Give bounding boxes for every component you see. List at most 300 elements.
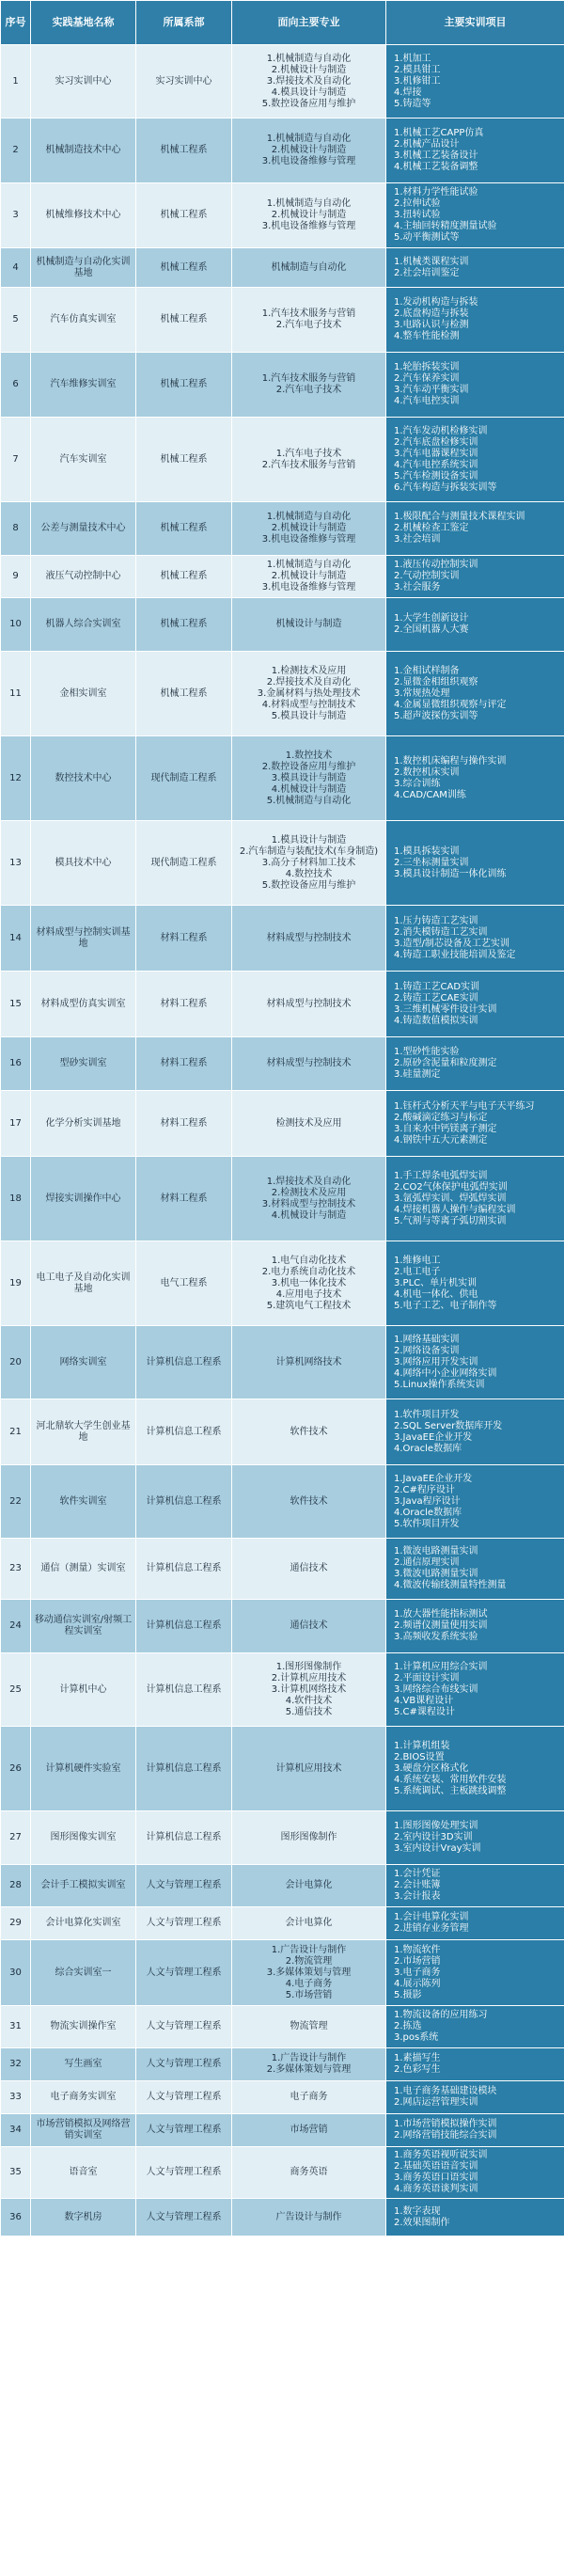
cell-majors — [232, 2199, 386, 2236]
cell-department: 机械工程系 — [136, 598, 232, 652]
cell-majors — [232, 1399, 386, 1465]
major-line: 机械制造与自动化 — [271, 261, 347, 273]
table-row — [1, 821, 564, 906]
cell-base-name: 机器人综合实训室 — [31, 598, 136, 652]
cell-training-items — [386, 652, 564, 736]
major-line: 1.汽车技术服务与营销 — [261, 373, 356, 384]
table-row — [1, 1727, 564, 1811]
table-row — [1, 183, 564, 248]
cell-department: 计算机信息工程系 — [136, 1600, 232, 1653]
major-line: 机械设计与制造 — [275, 619, 342, 629]
cell-no: 33 — [1, 2081, 31, 2114]
major-line: 计算机网络技术 — [275, 1356, 342, 1367]
cell-no: 5 — [1, 288, 31, 353]
table-row — [1, 119, 564, 183]
cell-training-items — [386, 736, 564, 821]
cell-department: 人文与管理工程系 — [136, 1940, 232, 2006]
training-item-line: 1.发动机构造与拆装 — [394, 297, 478, 308]
cell-training-items — [386, 1399, 564, 1465]
cell-base-name: 材料成型仿真实训室 — [31, 972, 136, 1037]
major-line: 1.机械制造与自动化 — [266, 134, 352, 144]
cell-no: 24 — [1, 1600, 31, 1653]
cell-base-name: 材料成型与控制实训基地 — [31, 906, 136, 972]
cell-majors — [232, 2114, 386, 2147]
cell-base-name: 焊接实训操作中心 — [31, 1157, 136, 1241]
cell-training-items — [386, 288, 564, 353]
cell-no: 29 — [1, 1907, 31, 1940]
table-row — [1, 2048, 564, 2081]
cell-majors — [232, 2081, 386, 2114]
major-line: 5.模具设计与制造 — [271, 710, 347, 721]
training-item-line: 3.会计报表 — [394, 1891, 441, 1902]
major-line: 2.计算机应用技术 — [271, 1672, 347, 1683]
cell-training-items — [386, 45, 564, 119]
training-item-line: 3.室内设计Vray实训 — [394, 1843, 481, 1854]
major-line: 3.高分子材料加工技术 — [261, 857, 356, 868]
training-item-line: 2.显微金相组织观察 — [394, 676, 478, 687]
major-line: 1.检测技术及应用 — [271, 665, 347, 676]
table-row — [1, 248, 564, 288]
training-item-line: 2.市场营销 — [394, 1955, 441, 1967]
cell-no: 10 — [1, 598, 31, 652]
training-item-line: 3.硅量测定 — [394, 1069, 441, 1080]
major-line: 2.汽车技术服务与营销 — [261, 459, 356, 470]
training-item-line: 2.平面设计实训 — [394, 1672, 460, 1683]
cell-training-items — [386, 2147, 564, 2199]
training-item-line: 2.全国机器人大赛 — [394, 624, 469, 635]
training-item-line: 3.机械工艺装备设计 — [394, 150, 478, 161]
cell-department: 计算机信息工程系 — [136, 1653, 232, 1727]
training-item-line: 1.图形图像处理实训 — [394, 1821, 478, 1831]
training-item-line: 5.电子工艺、电子制作等 — [394, 1300, 497, 1311]
major-line: 2.机械设计与制造 — [271, 523, 347, 533]
cell-training-items — [386, 2199, 564, 2236]
training-item-line: 2.机械检查工鉴定 — [394, 523, 469, 533]
major-line: 材料成型与控制技术 — [266, 1058, 352, 1068]
cell-majors — [232, 183, 386, 248]
cell-base-name: 汽车维修实训室 — [31, 353, 136, 418]
header-training-items: 主要实训项目 — [386, 1, 564, 45]
cell-department: 材料工程系 — [136, 972, 232, 1037]
training-item-line: 4.铸造数值模拟实训 — [394, 1015, 478, 1026]
training-item-line: 5.摄影 — [394, 1989, 422, 2000]
cell-training-items — [386, 1037, 564, 1091]
training-item-line: 4.机电一体化、供电 — [394, 1288, 478, 1300]
major-line: 1.电气自动化技术 — [271, 1255, 347, 1266]
table-row — [1, 1037, 564, 1091]
training-item-line: 1.素描写生 — [394, 2053, 441, 2063]
training-item-line: 3.综合训练 — [394, 778, 441, 789]
cell-base-name: 电子商务实训室 — [31, 2081, 136, 2114]
cell-base-name: 电工电子及自动化实训基地 — [31, 1241, 136, 1326]
training-item-line: 4.主轴回转精度测量试验 — [394, 221, 497, 231]
training-item-line: 2.汽车保养实训 — [394, 373, 460, 384]
training-item-line: 4.Oracle数据库 — [394, 1507, 462, 1518]
training-item-line: 5.汽车检测设备实训 — [394, 470, 478, 482]
table-row — [1, 1241, 564, 1326]
cell-department: 机械工程系 — [136, 353, 232, 418]
training-item-line: 2.底盘构造与拆装 — [394, 308, 469, 319]
training-item-line: 3.电子商务 — [394, 1967, 441, 1978]
training-item-line: 3.网络应用开发实训 — [394, 1356, 478, 1367]
cell-training-items — [386, 1539, 564, 1600]
cell-base-name: 机械制造技术中心 — [31, 119, 136, 183]
cell-department: 材料工程系 — [136, 1157, 232, 1241]
cell-department: 人文与管理工程系 — [136, 2006, 232, 2048]
cell-no: 23 — [1, 1539, 31, 1600]
training-item-line: 3.模具设计制造一体化训练 — [394, 868, 507, 879]
training-item-line: 2.SQL Server数据库开发 — [394, 1420, 503, 1431]
cell-no: 1 — [1, 45, 31, 119]
cell-department: 人文与管理工程系 — [136, 2081, 232, 2114]
training-item-line: 1.电子商务基础建设模块 — [394, 2086, 497, 2096]
header-department: 所属系部 — [136, 1, 232, 45]
cell-training-items — [386, 2006, 564, 2048]
cell-majors — [232, 1157, 386, 1241]
major-line: 3.多媒体策划与管理 — [266, 1967, 352, 1978]
cell-base-name: 数字机房 — [31, 2199, 136, 2236]
training-item-line: 2.消失模铸造工艺实训 — [394, 926, 488, 938]
training-item-line: 2.效果图制作 — [394, 2217, 450, 2228]
cell-base-name: 液压气动控制中心 — [31, 556, 136, 598]
cell-majors — [232, 1653, 386, 1727]
cell-training-items — [386, 1727, 564, 1811]
training-item-line: 3.三维机械零件设计实训 — [394, 1004, 497, 1015]
cell-majors — [232, 2048, 386, 2081]
cell-majors — [232, 2147, 386, 2199]
training-item-line: 3.pos系统 — [394, 2032, 439, 2043]
cell-department: 实习实训中心 — [136, 45, 232, 119]
training-item-line: 5.Linux操作系统实训 — [394, 1379, 485, 1390]
training-item-line: 1.汽车发动机检修实训 — [394, 425, 488, 436]
cell-majors — [232, 906, 386, 972]
training-item-line: 1.型砂性能实验 — [394, 1047, 460, 1057]
training-item-line: 2.铸造工艺CAE实训 — [394, 992, 478, 1004]
training-item-line: 3.PLC、单片机实训 — [394, 1277, 478, 1288]
major-line: 2.多媒体策划与管理 — [266, 2064, 352, 2075]
table-row — [1, 1091, 564, 1157]
training-item-line: 2.网络设备实训 — [394, 1345, 460, 1356]
cell-base-name: 数控技术中心 — [31, 736, 136, 821]
training-item-line: 2.电工电子 — [394, 1266, 441, 1277]
training-item-line: 1.物流软件 — [394, 1944, 441, 1955]
table-row — [1, 1907, 564, 1940]
cell-department: 计算机信息工程系 — [136, 1811, 232, 1865]
cell-department: 计算机信息工程系 — [136, 1326, 232, 1399]
cell-majors — [232, 1465, 386, 1539]
cell-department: 现代制造工程系 — [136, 821, 232, 906]
training-item-line: 5.软件项目开发 — [394, 1518, 460, 1529]
major-line: 1.汽车技术服务与营销 — [261, 308, 356, 319]
major-line: 4.材料成型与控制技术 — [261, 699, 356, 710]
training-item-line: 5.超声波探伤实训等 — [394, 710, 478, 721]
table-row — [1, 418, 564, 502]
training-item-line: 2.基础英语语音实训 — [394, 2161, 478, 2172]
table-row — [1, 288, 564, 353]
training-item-line: 1.微波电路测量实训 — [394, 1546, 478, 1557]
cell-training-items — [386, 1157, 564, 1241]
training-item-line: 3.商务英语口语实训 — [394, 2173, 478, 2183]
training-item-line: 2.酸碱滴定练习与标定 — [394, 1112, 488, 1123]
major-line: 2.机械设计与制造 — [271, 145, 347, 155]
table-row — [1, 1399, 564, 1465]
cell-majors — [232, 45, 386, 119]
cell-no: 34 — [1, 2114, 31, 2147]
cell-base-name: 市场营销模拟及网络营销实训室 — [31, 2114, 136, 2147]
cell-training-items — [386, 1865, 564, 1907]
cell-majors — [232, 1865, 386, 1907]
training-item-line: 4.汽车电控系统实训 — [394, 459, 478, 470]
cell-base-name: 型砂实训室 — [31, 1037, 136, 1091]
major-line: 4.机械设计与制造 — [271, 783, 347, 795]
cell-majors — [232, 972, 386, 1037]
table-row — [1, 736, 564, 821]
header-base-name: 实践基地名称 — [31, 1, 136, 45]
cell-training-items — [386, 556, 564, 598]
cell-base-name: 网络实训室 — [31, 1326, 136, 1399]
major-line: 4.机械设计与制造 — [271, 1209, 347, 1221]
training-item-line: 2.频谱仪测量使用实训 — [394, 1620, 488, 1631]
cell-majors — [232, 119, 386, 183]
training-item-line: 5.气割与等离子弧切割实训 — [394, 1215, 507, 1226]
training-item-line: 2.机械产品设计 — [394, 139, 460, 150]
table-header-row — [1, 1, 564, 45]
training-item-line: 3.电路认识与检测 — [394, 320, 469, 330]
cell-base-name: 计算机硬件实验室 — [31, 1727, 136, 1811]
cell-base-name: 公差与测量技术中心 — [31, 502, 136, 556]
major-line: 5.机械制造与自动化 — [266, 795, 352, 806]
cell-training-items — [386, 1811, 564, 1865]
cell-department: 机械工程系 — [136, 418, 232, 502]
cell-training-items — [386, 502, 564, 556]
cell-base-name: 机械制造与自动化实训基地 — [31, 248, 136, 288]
major-line: 商务英语 — [290, 2167, 328, 2177]
cell-no: 12 — [1, 736, 31, 821]
training-item-line: 2.原砂含泥量和粒度测定 — [394, 1058, 497, 1068]
major-line: 2.机械设计与制造 — [271, 64, 347, 75]
training-item-line: 4.Oracle数据库 — [394, 1443, 462, 1454]
cell-base-name: 实习实训中心 — [31, 45, 136, 119]
major-line: 4.电子商务 — [285, 1978, 333, 1989]
cell-majors — [232, 248, 386, 288]
cell-no: 3 — [1, 183, 31, 248]
training-item-line: 2.会计账簿 — [394, 1880, 441, 1890]
training-item-line: 3.汽车电器课程实训 — [394, 448, 478, 459]
training-item-line: 2.C#程序设计 — [394, 1484, 455, 1495]
cell-no: 9 — [1, 556, 31, 598]
cell-majors — [232, 1811, 386, 1865]
cell-no: 2 — [1, 119, 31, 183]
cell-department: 计算机信息工程系 — [136, 1727, 232, 1811]
major-line: 通信技术 — [290, 1620, 328, 1631]
cell-no: 26 — [1, 1727, 31, 1811]
major-line: 1.图形图像制作 — [275, 1661, 342, 1672]
cell-base-name: 金相实训室 — [31, 652, 136, 736]
training-item-line: 2.数控机床实训 — [394, 766, 460, 778]
major-line: 2.检测技术及应用 — [271, 1187, 347, 1198]
cell-no: 8 — [1, 502, 31, 556]
major-line: 3.机电一体化技术 — [271, 1277, 347, 1288]
cell-training-items — [386, 1653, 564, 1727]
major-line: 4.模具设计与制造 — [271, 87, 347, 98]
training-item-line: 3.社会服务 — [394, 582, 441, 593]
cell-training-items — [386, 2048, 564, 2081]
training-item-line: 2.CO2气体保护电弧焊实训 — [394, 1181, 508, 1193]
training-item-line: 1.网络基础实训 — [394, 1334, 460, 1345]
training-item-line: 4.系统安装、常用软件安装 — [394, 1774, 507, 1785]
training-item-line: 1.材料力学性能试验 — [394, 187, 478, 198]
cell-base-name: 通信（测量）实训室 — [31, 1539, 136, 1600]
cell-base-name: 汽车实训室 — [31, 418, 136, 502]
cell-base-name: 河北鼎软大学生创业基地 — [31, 1399, 136, 1465]
training-item-line: 2.汽车底盘检修实训 — [394, 436, 478, 448]
cell-base-name: 移动通信实训室/射频工程实训室 — [31, 1600, 136, 1653]
table-row — [1, 2006, 564, 2048]
training-item-line: 1.轮胎拆装实训 — [394, 362, 460, 372]
cell-no: 11 — [1, 652, 31, 736]
table-row — [1, 502, 564, 556]
major-line: 5.通信技术 — [285, 1706, 333, 1717]
header-majors: 面向主要专业 — [232, 1, 386, 45]
training-item-line: 2.通信原理实训 — [394, 1557, 460, 1568]
cell-no: 20 — [1, 1326, 31, 1399]
cell-no: 21 — [1, 1399, 31, 1465]
training-item-line: 3.常规热处理 — [394, 687, 450, 699]
cell-base-name: 计算机中心 — [31, 1653, 136, 1727]
major-line: 2.汽车电子技术 — [275, 385, 342, 395]
major-line: 2.汽车电子技术 — [275, 320, 342, 330]
training-item-line: 1.维修电工 — [394, 1255, 441, 1266]
table-row — [1, 972, 564, 1037]
cell-department: 机械工程系 — [136, 183, 232, 248]
major-line: 4.软件技术 — [285, 1695, 333, 1706]
cell-department: 人文与管理工程系 — [136, 2147, 232, 2199]
training-item-line: 2.拣选 — [394, 2021, 422, 2031]
training-item-line: 4.网络中小企业网络实训 — [394, 1367, 497, 1379]
major-line: 材料成型与控制技术 — [266, 998, 352, 1009]
training-item-line: 3.硬盘分区格式化 — [394, 1762, 469, 1774]
cell-base-name: 模具技术中心 — [31, 821, 136, 906]
cell-majors — [232, 1326, 386, 1399]
cell-no: 22 — [1, 1465, 31, 1539]
training-item-line: 2.室内设计3D实训 — [394, 1832, 473, 1842]
training-item-line: 1.机加工 — [394, 53, 431, 64]
training-item-line: 5.动平衡测试等 — [394, 232, 460, 243]
table-row — [1, 1465, 564, 1539]
cell-no: 7 — [1, 418, 31, 502]
major-line: 1.机械制造与自动化 — [266, 53, 352, 64]
training-item-line: 4.展示陈列 — [394, 1978, 441, 1989]
cell-department: 计算机信息工程系 — [136, 1399, 232, 1465]
training-item-line: 1.数控机床编程与操作实训 — [394, 755, 507, 766]
cell-no: 4 — [1, 248, 31, 288]
major-line: 电子商务 — [290, 2092, 328, 2102]
training-item-line: 1.会计凭证 — [394, 1869, 441, 1879]
cell-base-name: 语音室 — [31, 2147, 136, 2199]
major-line: 1.焊接技术及自动化 — [266, 1176, 352, 1187]
table-row — [1, 1539, 564, 1600]
training-item-line: 2.色彩写生 — [394, 2064, 441, 2075]
table-row — [1, 652, 564, 736]
major-line: 1.数控技术 — [285, 750, 333, 761]
training-item-line: 1.物流设备的应用练习 — [394, 2010, 488, 2020]
training-item-line: 3.氩弧焊实训、焊弧焊实训 — [394, 1193, 507, 1204]
cell-training-items — [386, 598, 564, 652]
training-item-line: 4.金属显微组织观察与评定 — [394, 699, 507, 710]
table-row — [1, 556, 564, 598]
major-line: 软件技术 — [290, 1495, 328, 1507]
cell-no: 13 — [1, 821, 31, 906]
training-item-line: 5.铸造等 — [394, 98, 431, 109]
training-item-line: 1.金相试样制备 — [394, 665, 460, 676]
cell-no: 19 — [1, 1241, 31, 1326]
cell-training-items — [386, 1465, 564, 1539]
major-line: 2.数控设备应用与维护 — [261, 761, 356, 772]
cell-no: 27 — [1, 1811, 31, 1865]
cell-training-items — [386, 1326, 564, 1399]
training-item-line: 5.C#课程设计 — [394, 1706, 455, 1717]
major-line: 5.数控设备应用与维护 — [261, 879, 356, 891]
major-line: 1.机械制造与自动化 — [266, 560, 352, 570]
training-item-line: 3.社会培训 — [394, 534, 441, 545]
major-line: 5.建筑电气工程技术 — [266, 1300, 352, 1311]
cell-training-items — [386, 2114, 564, 2147]
major-line: 2.电力系统自动化技术 — [261, 1266, 356, 1277]
cell-training-items — [386, 1940, 564, 2006]
cell-training-items — [386, 1091, 564, 1157]
cell-no: 6 — [1, 353, 31, 418]
major-line: 3.材料成型与控制技术 — [261, 1198, 356, 1209]
training-item-line: 1.机械工艺CAPP仿真 — [394, 128, 484, 138]
cell-no: 31 — [1, 2006, 31, 2048]
cell-majors — [232, 1600, 386, 1653]
cell-training-items — [386, 972, 564, 1037]
training-item-line: 3.Java程序设计 — [394, 1495, 461, 1507]
table-row — [1, 598, 564, 652]
cell-base-name: 图形图像实训室 — [31, 1811, 136, 1865]
training-item-line: 3.机修钳工 — [394, 75, 441, 87]
cell-base-name: 物流实训操作室 — [31, 2006, 136, 2048]
major-line: 软件技术 — [290, 1426, 328, 1437]
major-line: 通信技术 — [290, 1563, 328, 1573]
major-line: 1.机械制造与自动化 — [266, 198, 352, 209]
training-item-line: 3.网络综合布线实训 — [394, 1683, 478, 1695]
training-item-line: 1.会计电算化实训 — [394, 1912, 469, 1922]
training-item-line: 4.焊接机器人操作与编程实训 — [394, 1204, 516, 1215]
cell-majors — [232, 1940, 386, 2006]
major-line: 2.机械设计与制造 — [271, 210, 347, 220]
training-item-line: 1.极限配合与测量技术课程实训 — [394, 512, 525, 522]
cell-department: 机械工程系 — [136, 119, 232, 183]
training-item-line: 3.自来水中钙镁离子测定 — [394, 1123, 497, 1134]
cell-majors — [232, 1907, 386, 1940]
cell-training-items — [386, 418, 564, 502]
training-item-line: 1.模具拆装实训 — [394, 845, 460, 857]
training-item-line: 3.造型/制芯设备及工艺实训 — [394, 938, 509, 949]
table-row — [1, 2147, 564, 2199]
major-line: 2.机械设计与制造 — [271, 571, 347, 581]
cell-department: 材料工程系 — [136, 1037, 232, 1091]
training-item-line: 4.钢铁中五大元素测定 — [394, 1134, 488, 1146]
training-item-line: 2.三坐标测量实训 — [394, 857, 469, 868]
major-line: 会计电算化 — [285, 1918, 333, 1928]
cell-majors — [232, 556, 386, 598]
training-item-line: 3.JavaEE企业开发 — [394, 1431, 473, 1443]
cell-majors — [232, 353, 386, 418]
cell-training-items — [386, 183, 564, 248]
cell-base-name: 软件实训室 — [31, 1465, 136, 1539]
cell-majors — [232, 598, 386, 652]
